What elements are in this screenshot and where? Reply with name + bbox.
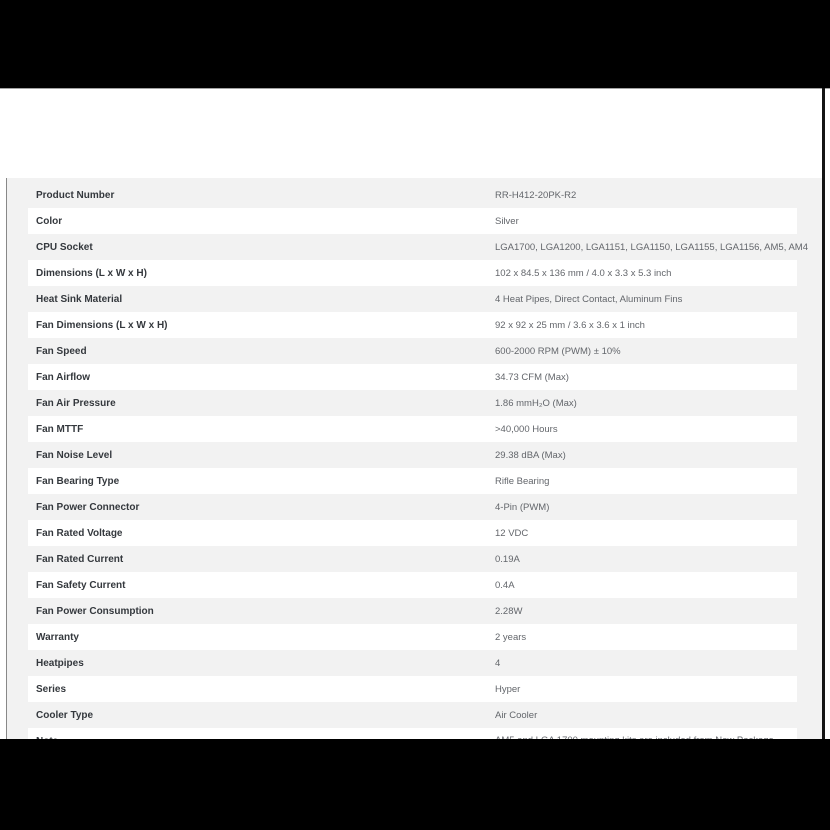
spec-row [28,468,797,494]
spec-row [7,182,822,208]
spec-value: RR-H412-20PK-R2 [495,189,577,201]
spec-value: 0.4A [495,579,515,591]
spec-row [7,494,822,520]
spec-value: Silver [495,215,519,227]
top-black-band [0,0,830,88]
spec-value: Rifle Bearing [495,475,550,487]
spec-row [7,598,822,624]
spec-row [7,390,822,416]
spec-label: Dimensions (L x W x H) [36,267,147,279]
spec-row [7,338,822,364]
spec-label: Fan Rated Voltage [36,527,123,539]
spec-value: Hyper [495,683,521,695]
spec-value: 34.73 CFM (Max) [495,371,569,383]
spec-value: LGA1700, LGA1200, LGA1151, LGA1150, LGA1155, LGA1156, AM5, AM4 [495,241,809,253]
page-content-area [0,88,830,739]
spec-row [28,312,797,338]
spec-value: >40,000 Hours [495,423,558,435]
specification-table [6,178,822,822]
spec-label: CPU Socket [36,241,93,253]
spec-label: Fan Airflow [36,371,91,383]
spec-label: Fan Power Consumption [36,605,154,617]
spec-value: 29.38 dBA (Max) [495,449,566,461]
spec-row [28,260,797,286]
spec-label: Warranty [36,631,79,643]
spec-row [28,572,797,598]
spec-label: Heatpipes [36,657,84,669]
spec-value: 2 years [495,631,527,643]
spec-row [7,650,822,676]
spec-value: 4 Heat Pipes, Direct Contact, Aluminum Fins [495,293,683,305]
spec-row [7,442,822,468]
spec-label: Fan Bearing Type [36,475,120,487]
spec-value: 92 x 92 x 25 mm / 3.6 x 3.6 x 1 inch [495,319,645,331]
spec-value: 102 x 84.5 x 136 mm / 4.0 x 3.3 x 5.3 inch [495,267,672,279]
spec-value: 0.19A [495,553,520,565]
spec-label: Fan Air Pressure [36,397,116,409]
spec-row [28,624,797,650]
spec-value: 2.28W [495,605,523,617]
spec-value: 4 [495,657,501,669]
spec-value: 4-Pin (PWM) [495,501,550,513]
spec-row [28,520,797,546]
spec-label: Cooler Type [36,709,94,721]
spec-row [7,546,822,572]
spec-label: Fan Safety Current [36,579,126,591]
spec-label: Series [36,683,67,695]
spec-value: 12 VDC [495,527,529,539]
spec-row [28,208,797,234]
spec-label: Color [36,215,63,227]
page-right-edge-line [822,88,825,739]
spec-value: Air Cooler [495,709,538,721]
spec-row [28,676,797,702]
spec-row [28,364,797,390]
spec-label: Fan Dimensions (L x W x H) [36,319,168,331]
spec-label: Fan Power Connector [36,501,140,513]
spec-label: Product Number [36,189,115,201]
spec-value: 600-2000 RPM (PWM) ± 10% [495,345,621,357]
spec-label: Heat Sink Material [36,293,123,305]
spec-row [28,416,797,442]
spec-label: Fan Noise Level [36,449,113,461]
spec-label: Fan MTTF [36,423,84,435]
spec-row [7,234,822,260]
spec-label: Fan Speed [36,345,87,357]
spec-row [7,702,822,728]
bottom-black-band [0,739,830,830]
spec-row [7,286,822,312]
spec-value: 1.86 mmH₂O (Max) [495,397,577,409]
spec-label: Fan Rated Current [36,553,124,565]
